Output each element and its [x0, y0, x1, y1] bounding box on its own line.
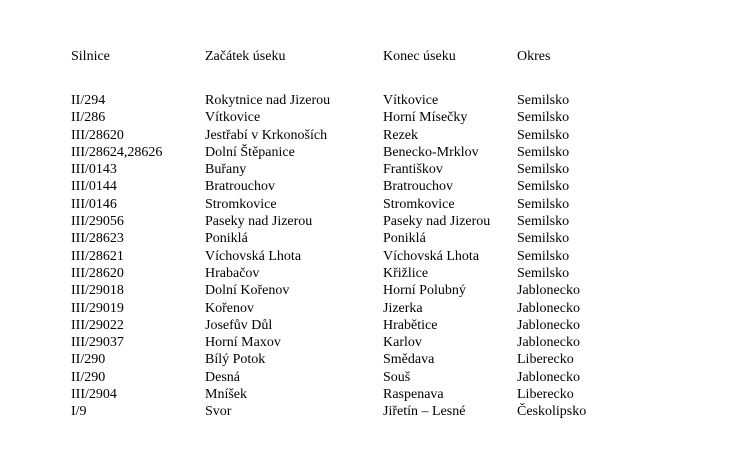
cell-section-start: Poniklá	[205, 231, 248, 247]
cell-section-start: Kořenov	[205, 300, 254, 316]
cell-district: Semilsko	[517, 127, 570, 143]
table-row	[71, 109, 627, 126]
cell-district: Semilsko	[517, 179, 570, 195]
cell-road: III/28620	[71, 127, 124, 143]
cell-district: Semilsko	[517, 214, 570, 230]
table-row	[71, 161, 627, 178]
cell-section-end: Horní Mísečky	[383, 110, 468, 126]
table-row	[71, 178, 627, 195]
cell-district: Semilsko	[517, 265, 570, 281]
cell-section-end: Souš	[383, 369, 411, 385]
cell-road: II/290	[71, 352, 106, 368]
table-row	[71, 282, 627, 299]
cell-district: Českolipsko	[517, 404, 587, 420]
table-header	[71, 48, 627, 67]
cell-district: Jablonecko	[517, 317, 580, 333]
cell-section-start: Paseky nad Jizerou	[205, 214, 313, 230]
cell-district: Jablonecko	[517, 335, 580, 351]
cell-section-end: Víchovská Lhota	[383, 248, 480, 264]
cell-section-start: Mníšek	[205, 387, 247, 403]
table-row	[71, 403, 627, 420]
header-row	[71, 48, 627, 67]
cell-section-end: Hrabětice	[383, 317, 438, 333]
cell-road: III/0144	[71, 179, 117, 195]
cell-section-start: Desná	[205, 369, 240, 385]
cell-section-start: Víchovská Lhota	[205, 248, 302, 264]
cell-road: III/28624,28626	[71, 144, 163, 160]
table-row	[71, 230, 627, 247]
table-row	[71, 351, 627, 368]
cell-section-start: Buřany	[205, 162, 247, 178]
cell-district: Semilsko	[517, 144, 570, 160]
cell-road: II/290	[71, 369, 106, 385]
cell-district: Semilsko	[517, 231, 570, 247]
header-road: Silnice	[71, 49, 110, 64]
table-row	[71, 265, 627, 282]
header-section-end: Konec úseku	[383, 49, 456, 64]
cell-road: III/29022	[71, 317, 124, 333]
cell-section-start: Horní Maxov	[205, 335, 281, 351]
cell-section-start: Vítkovice	[205, 110, 261, 126]
cell-section-end: Bratrouchov	[383, 179, 453, 195]
cell-road: II/286	[71, 110, 106, 126]
cell-road: III/0143	[71, 162, 117, 178]
header-district: Okres	[517, 49, 551, 64]
table-row	[71, 144, 627, 161]
cell-section-start: Jestřabí v Krkonoších	[205, 127, 328, 143]
cell-road: III/0146	[71, 196, 117, 212]
table-row	[71, 213, 627, 230]
cell-district: Semilsko	[517, 110, 570, 126]
table-row	[71, 369, 627, 386]
cell-section-end: Raspenava	[383, 387, 444, 403]
table-row	[71, 92, 627, 109]
cell-section-end: Jiřetín – Lesné	[383, 404, 466, 420]
cell-section-end: Karlov	[383, 335, 422, 351]
cell-section-end: Vítkovice	[383, 93, 439, 108]
road-sections-table	[71, 48, 627, 421]
cell-district: Liberecko	[517, 352, 574, 368]
cell-road: III/28620	[71, 265, 124, 281]
header-section-start: Začátek úseku	[205, 49, 286, 64]
cell-section-start: Hrabačov	[205, 265, 260, 281]
table-row	[71, 196, 627, 213]
cell-section-end: Horní Polubný	[383, 283, 466, 299]
cell-district: Jablonecko	[517, 283, 580, 299]
table-body	[71, 67, 627, 421]
cell-section-start: Stromkovice	[205, 196, 277, 212]
cell-road: III/2904	[71, 387, 117, 403]
cell-road: II/294	[71, 93, 106, 108]
cell-section-end: Františkov	[383, 162, 443, 178]
cell-section-end: Rezek	[383, 127, 418, 143]
cell-section-end: Smědava	[383, 352, 435, 368]
cell-section-start: Bratrouchov	[205, 179, 275, 195]
cell-section-start: Svor	[205, 404, 232, 420]
cell-section-start: Dolní Štěpanice	[205, 144, 295, 160]
table-row	[71, 386, 627, 403]
cell-district: Jablonecko	[517, 300, 580, 316]
table-row	[71, 334, 627, 351]
cell-road: III/29018	[71, 283, 124, 299]
cell-district: Semilsko	[517, 248, 570, 264]
cell-section-end: Křižlice	[383, 265, 429, 281]
table-row	[71, 300, 627, 317]
cell-road: III/29019	[71, 300, 124, 316]
cell-district: Semilsko	[517, 93, 570, 108]
cell-district: Jablonecko	[517, 369, 580, 385]
cell-road: III/28621	[71, 248, 124, 264]
table-row	[71, 248, 627, 265]
cell-section-end: Benecko-Mrklov	[383, 144, 479, 160]
table-row	[71, 127, 627, 144]
cell-section-end: Stromkovice	[383, 196, 455, 212]
header-spacer	[71, 67, 627, 92]
cell-section-end: Poniklá	[383, 231, 426, 247]
cell-road: III/29037	[71, 335, 124, 351]
cell-section-end: Paseky nad Jizerou	[383, 214, 491, 230]
table-row	[71, 317, 627, 334]
cell-section-start: Rokytnice nad Jizerou	[205, 93, 331, 108]
cell-road: III/28623	[71, 231, 124, 247]
cell-road: III/29056	[71, 214, 124, 230]
cell-district: Semilsko	[517, 162, 570, 178]
cell-section-start: Bílý Potok	[205, 352, 266, 368]
cell-section-start: Dolní Kořenov	[205, 283, 290, 299]
cell-section-start: Josefův Důl	[205, 317, 273, 333]
cell-district: Liberecko	[517, 387, 574, 403]
cell-district: Semilsko	[517, 196, 570, 212]
cell-road: I/9	[71, 404, 87, 420]
cell-section-end: Jizerka	[383, 300, 423, 316]
